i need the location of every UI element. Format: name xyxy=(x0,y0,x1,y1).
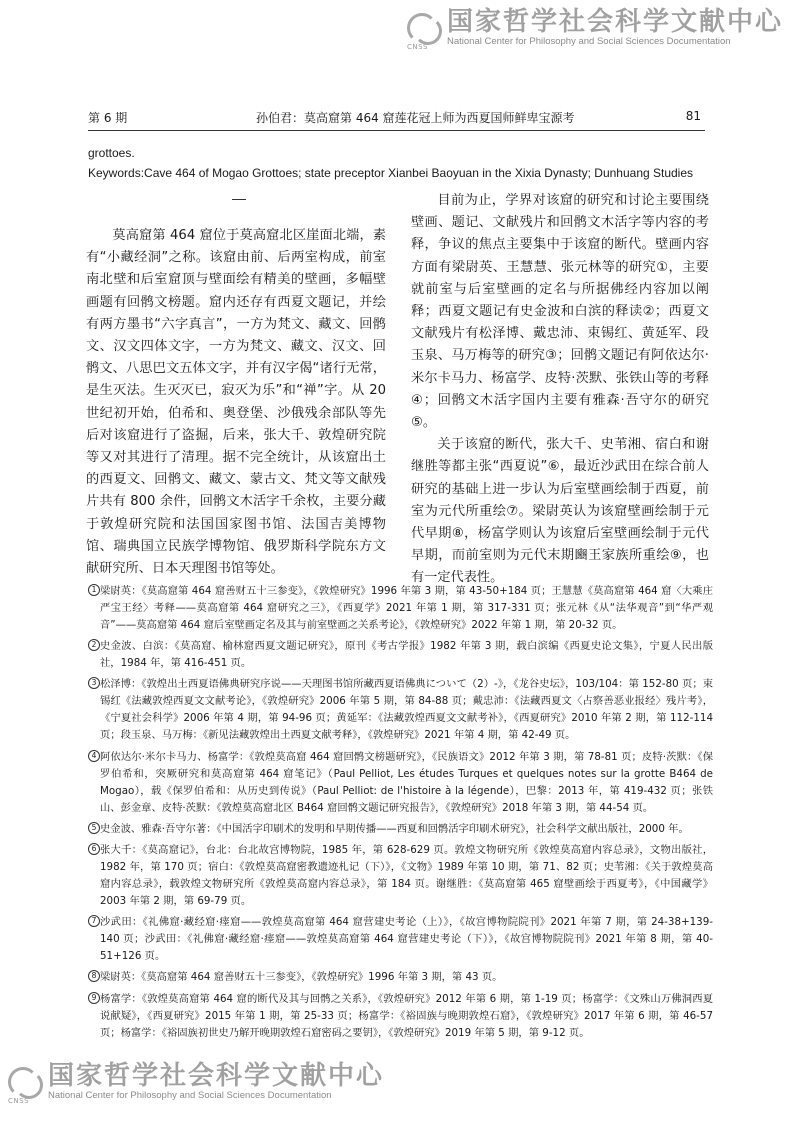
body-column-right xyxy=(411,190,709,590)
footnote-text: 史金波、雅森·吾守尔著：《中国活字印刷术的发明和早期传播——西夏和回鹘活字印刷术研究》，社会科学文献出版社，2000 年。 xyxy=(100,822,689,835)
keywords: Keywords:Cave 464 of Mogao Grottoes; state preceptor Xianbei Baoyuan in the Xixia Dynasty; Dunhuang Studies xyxy=(88,166,694,180)
footnote xyxy=(88,749,713,817)
running-title: 孙伯君：莫高窟第 464 窟莲花冠上师为西夏国师鲜卑宝源考 xyxy=(256,111,575,125)
footnote xyxy=(88,821,713,838)
body-paragraph: 莫高窟第 464 窟位于莫高窟北区崖面北端，素有“小藏经洞”之称。该窟由前、后两室构成，前室南北壁和后室窟顶与壁面绘有精美的壁画，多幅壁画题有回鹘文榜题。窟内还存有西夏文题记，并绘有两方墨书“六字真言”，一方为梵文、藏文、回鹘文、汉文四体文字，一方为梵文、藏文、汉文、回鹘文、八思巴文五体文字，并有汉字偈“诸行无常，是生灭法。生灭灭已，寂灭为乐”和“禅”字。从 20 世纪初开始，伯希和、奥登堡、沙俄残余部队等先后对该窟进行了盗掘，后来，张大千、敦煌研究院等又对其进行了清理。据不完全统计，从该窟出土的西夏文、回鹘文、藏文、蒙古文、梵文等文献残片共有 800 余件，回鹘文木活字千余枚，主要分藏于敦煌研究院和法国国家图书馆、法国吉美博物馆、瑞典国立民族学博物馆、俄罗斯科学院东方文献研究所、日本天理图书馆等处。 xyxy=(86,228,386,577)
footnote-number: 9 xyxy=(88,992,100,1004)
footnote xyxy=(88,583,713,634)
footnote-text: 梁尉英：《莫高窟第 464 窟善财五十三参变》，《敦煌研究》1996 年第 3 期，第 43-50+184 页；王慧慧《莫高窟第 464 窟〈大乘庄严宝王经〉考释——莫高窟第 464 窟研究之三》，《西夏学》2021 年第 1 期，第 317-331 页；张元林《从“法华观音”到“华严观音”——莫高窟第 464 窟后室壁画定名及其与前室壁画之关系考论》，《敦煌研究》2022 年第 1 期，第 20-32 页。 xyxy=(100,585,713,631)
footnote-number: 4 xyxy=(88,750,100,762)
center-logo-icon: CNSS xyxy=(8,1065,42,1099)
section-dash xyxy=(232,199,246,200)
footnote-number: 3 xyxy=(88,677,100,689)
footnote-number: 1 xyxy=(88,584,100,596)
footnote-number: 2 xyxy=(88,639,100,651)
footnote-number: 7 xyxy=(88,915,100,927)
watermark-bottom xyxy=(8,1061,385,1105)
footnote-text: 沙武田：《礼佛窟·藏经窟·瘗窟——敦煌莫高窟第 464 窟营建史考论（上）》，《故宫博物院院刊》2021 年第 7 期，第 24-38+139-140 页；沙武田：《礼佛窟·藏经窟·瘗窟——敦煌莫高窟第 464 窟营建史考论（下）》，《故宫博物院院刊》2021 年第 8 期，第 40-51+126 页。 xyxy=(100,916,713,963)
footnote xyxy=(88,842,713,910)
abstract-tail: grottoes. xyxy=(88,146,135,160)
footnote xyxy=(88,638,713,672)
footnote-text: 阿依达尔·米尔卡马力、杨富学：《敦煌莫高窟 464 窟回鹘文榜题研究》，《民族语文》2012 年第 3 期，第 78-81 页；皮特·茨默：《保罗伯希和，突厥研究和莫高窟第 464 窟笔记》（Paul Pelliot, Les études Turques et quelques notes sur la grotte B464 de Mogao），载《保罗伯希和：从历史到传说》（Paul Pelliot: de l'histoire à la légende），巴黎：2013 年，第 419-432 页；张铁山、彭金章、皮特·茨默：《敦煌莫高窟北区 B464 窟回鹘文题记研究报告》，《敦煌研究》2018 年第 3 期，第 44-54 页。 xyxy=(100,750,713,814)
footnote xyxy=(88,676,713,744)
footnote-text: 梁尉英：《莫高窟第 464 窟善财五十三参变》，《敦煌研究》1996 年第 3 期，第 43 页。 xyxy=(100,971,503,984)
page-number: 81 xyxy=(685,109,701,123)
running-header xyxy=(88,109,705,129)
footnote-text: 杨富学：《敦煌莫高窟第 464 窟的断代及其与回鹘之关系》，《敦煌研究》2012 年第 6 期，第 1-19 页；杨富学：《文殊山万佛洞西夏说献疑》，《西夏研究》2015 年第 1 期，第 25-33 页；杨富学：《裕固族与晚期敦煌石窟》，《敦煌研究》2017 年第 6 期，第 46-57 页；杨富学：《裕固族初世史乃解开晚期敦煌石窟密码之要钥》，《敦煌研究》2019 年第 5 期，第 9-12 页。 xyxy=(100,992,713,1039)
watermark-title-en: National Center for Philosophy and Social Sciences Documentation xyxy=(48,1090,332,1101)
footnote-text: 松泽博：《敦煌出土西夏语佛典研究序说——天理图书馆所藏西夏语佛典について（2）-》，《龙谷史坛》，103/104：第 152-80 页；束锡红《法藏敦煌西夏文文献考论》，《敦煌研究》2006 年第 5 期，第 84-88 页；戴忠沛：《法藏西夏文〈占察善恶业报经〉残片考》，《宁夏社会科学》2006 年第 4 期，第 94-96 页；黄延军：《法藏敦煌西夏文文献考补》，《西夏研究》2010 年第 2 期，第 112-114 页；段玉泉、马万梅：《新见法藏敦煌出土西夏文献考释》，《敦煌研究》2021 年第 4 期，第 42-49 页。 xyxy=(100,678,713,742)
body-paragraph: 目前为止，学界对该窟的研究和讨论主要围绕壁画、题记、文献残片和回鹘文木活字等内容的考释，争议的焦点主要集中于该窟的断代。壁画内容方面有梁尉英、王慧慧、张元林等的研究①，主要就前室与后室壁画的定名与所据佛经内容加以阐释；西夏文题记有史金波和白滨的释读②；西夏文文献残片有松泽博、戴忠沛、束锡红、黄延军、段玉泉、马万梅等的研究③；回鹘文题记有阿依达尔·米尔卡马力、杨富学、皮特·茨默、张铁山等的考释④；回鹘文木活字国内主要有雅森·吾守尔的研究⑤。 xyxy=(411,193,709,431)
watermark-title-zh: 国家哲学社会科学文献中心 xyxy=(48,1061,385,1091)
body-paragraph: 关于该窟的断代，张大千、史苇湘、宿白和谢继胜等都主张“西夏说”⑥，最近沙武田在综合前人研究的基础上进一步认为后室壁画绘制于西夏，前室为元代所重绘⑦。梁尉英认为该窟壁画绘制于元代早期⑧，杨富学则认为该窟后室壁画绘制于元代早期，而前室则为元代末期豳王家族所重绘⑨，也有一定代表性。 xyxy=(411,437,709,586)
footnote xyxy=(88,991,713,1042)
center-logo-icon: CNSS xyxy=(407,11,441,45)
footnote-number: 8 xyxy=(88,970,100,982)
header-rule xyxy=(88,130,705,131)
watermark-title-en: National Center for Philosophy and Social Sciences Documentation xyxy=(446,36,731,47)
watermark-top xyxy=(406,7,783,51)
footnote xyxy=(88,914,713,965)
footnote-number: 5 xyxy=(88,822,100,834)
footnotes xyxy=(88,583,713,1046)
footnote xyxy=(88,969,713,986)
issue-number: 第 6 期 xyxy=(88,111,128,125)
footnote-number: 6 xyxy=(88,843,100,855)
footnote-text: 史金波、白滨：《莫高窟、榆林窟西夏文题记研究》，原刊《考古学报》1982 年第 3 期，载白滨编《西夏史论文集》，宁夏人民出版社，1984 年，第 416-451 页。 xyxy=(100,640,713,670)
footnote-text: 张大千：《莫高窟记》，台北：台北故宫博物院，1985 年，第 628-629 页。敦煌文物研究所《敦煌莫高窟内容总录》，文物出版社，1982 年，第 170 页；宿白：《敦煌莫高窟密教遗迹札记（下）》，《文物》1989 年第 10 期，第 71、82 页；史苇湘：《关于敦煌莫高窟内容总录》，载敦煌文物研究所《敦煌莫高窟内容总录》，第 184 页。谢继胜：《莫高窟第 465 窟壁画绘于西夏考》，《中国藏学》2003 年第 2 期，第 69-79 页。 xyxy=(100,843,713,907)
watermark-title-zh: 国家哲学社会科学文献中心 xyxy=(446,7,783,37)
body-column-left xyxy=(86,225,386,580)
